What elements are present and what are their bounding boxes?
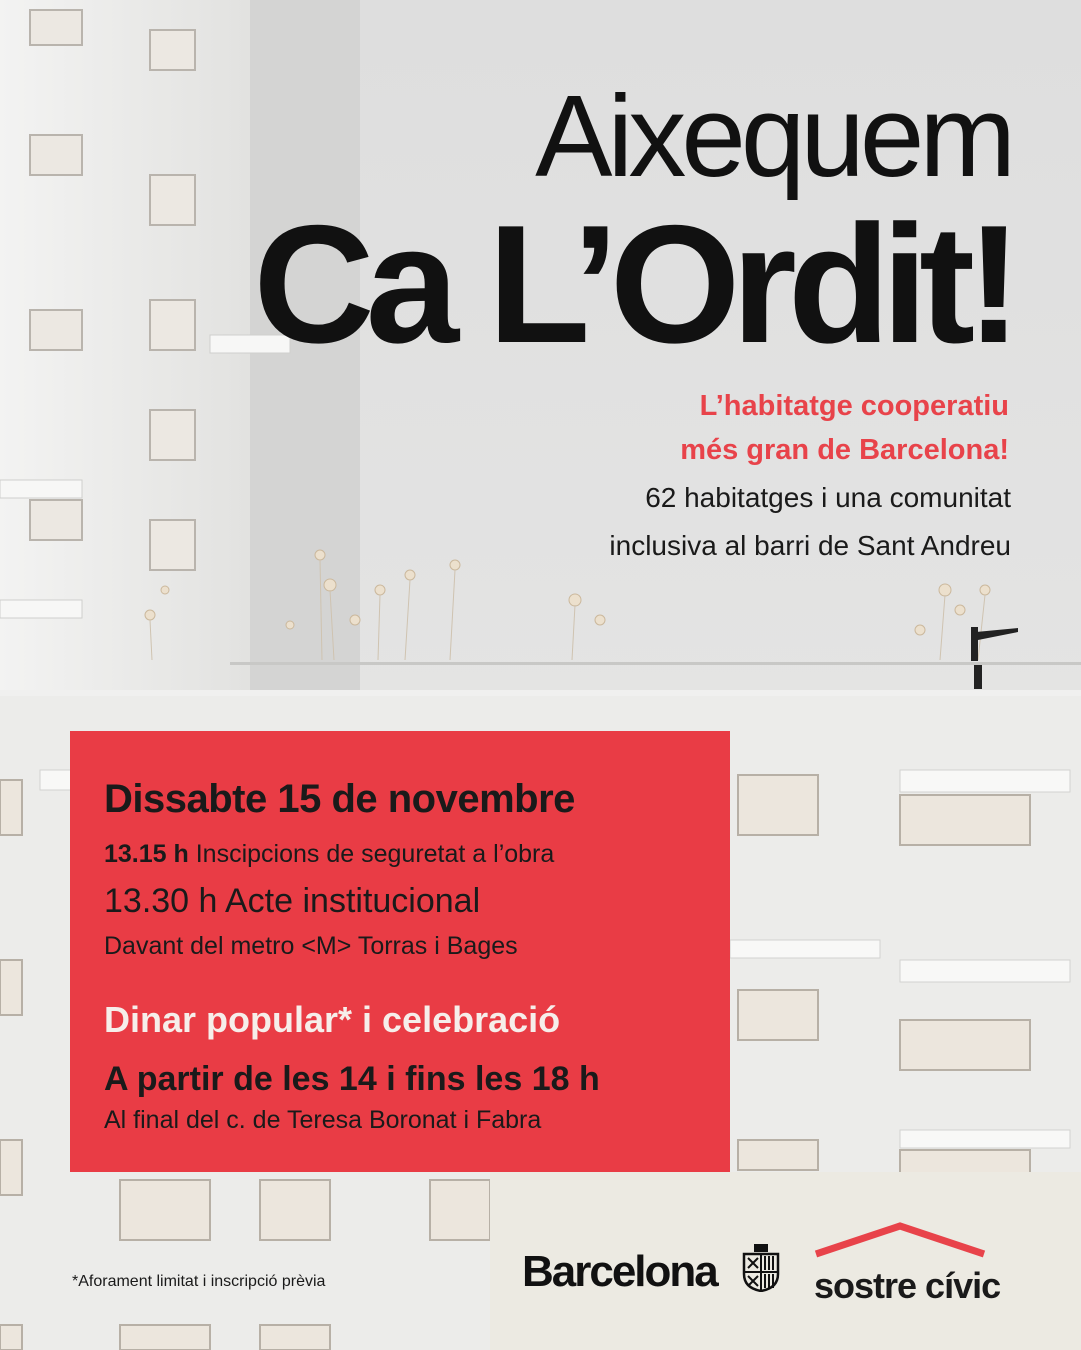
roof-icon [812, 1220, 988, 1260]
headline-line1: Aixequem [535, 71, 1011, 201]
footnote: *Aforament limitat i inscripció prèvia [72, 1273, 326, 1290]
event-item1-time: 13.15 h [104, 840, 189, 868]
event-item3-time: A partir de les 14 i fins les 18 h [104, 1060, 600, 1098]
subtitle-red-line1: L’habitatge cooperatiu [699, 390, 1009, 422]
subtitle-red-line2: més gran de Barcelona! [680, 434, 1009, 466]
event-item2-place: Davant del metro <M> Torras i Bages [104, 932, 518, 960]
event-item3: Dinar popular* i celebració [104, 999, 561, 1040]
headline-line2: Ca L’Ordit! [253, 190, 1013, 378]
logo-panel [490, 1172, 1081, 1350]
event-item2: 13.30 h Acte institucional [104, 882, 481, 920]
subtitle-line3: 62 habitatges i una comunitat [645, 482, 1011, 513]
event-info-box [70, 731, 730, 1172]
event-date: Dissabte 15 de novembre [104, 777, 575, 821]
subtitle-line4: inclusiva al barri de Sant Andreu [609, 530, 1011, 561]
barcelona-logo-text: Barcelona [522, 1247, 717, 1296]
event-item1 [104, 842, 554, 867]
event-item3-place: Al final del c. de Teresa Boronat i Fabra [104, 1106, 542, 1134]
barcelona-shield-icon [740, 1244, 782, 1292]
event-item1-text: Inscipcions de seguretat a l’obra [195, 840, 555, 868]
sostre-civic-logo-text: sostre cívic [814, 1265, 1001, 1306]
